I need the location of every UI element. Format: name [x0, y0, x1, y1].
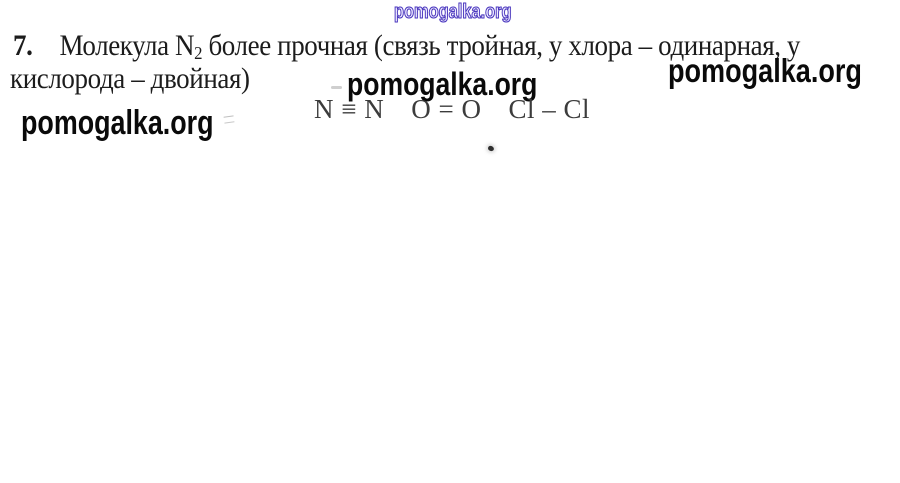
- formula-oxygen-double-bond: O = O: [411, 94, 482, 124]
- problem-text-after-subscript: более прочная (связь тройная, у хлора – одинарная, у: [202, 29, 801, 62]
- problem-text-before-subscript: Молекула N: [59, 29, 195, 62]
- watermark-left: pomogalka.org: [21, 104, 214, 142]
- problem-number: 7.: [13, 29, 33, 62]
- problem-text-line2: кислорода – двойная): [10, 62, 250, 95]
- formula-nitrogen-triple-bond: N ≡ N: [314, 94, 385, 124]
- formula-chlorine-single-bond: Cl – Cl: [508, 94, 590, 124]
- watermark-middle: pomogalka.org: [347, 66, 538, 102]
- bond-formula-row: [314, 94, 590, 125]
- nitrogen-subscript: 2: [194, 43, 203, 64]
- scan-speck-artifact: [487, 145, 494, 152]
- scan-dash-artifact: [331, 86, 342, 89]
- watermark-right: pomogalka.org: [668, 52, 862, 89]
- scan-smudge-artifact: [224, 115, 235, 123]
- watermark-top: pomogalka.org: [394, 1, 512, 23]
